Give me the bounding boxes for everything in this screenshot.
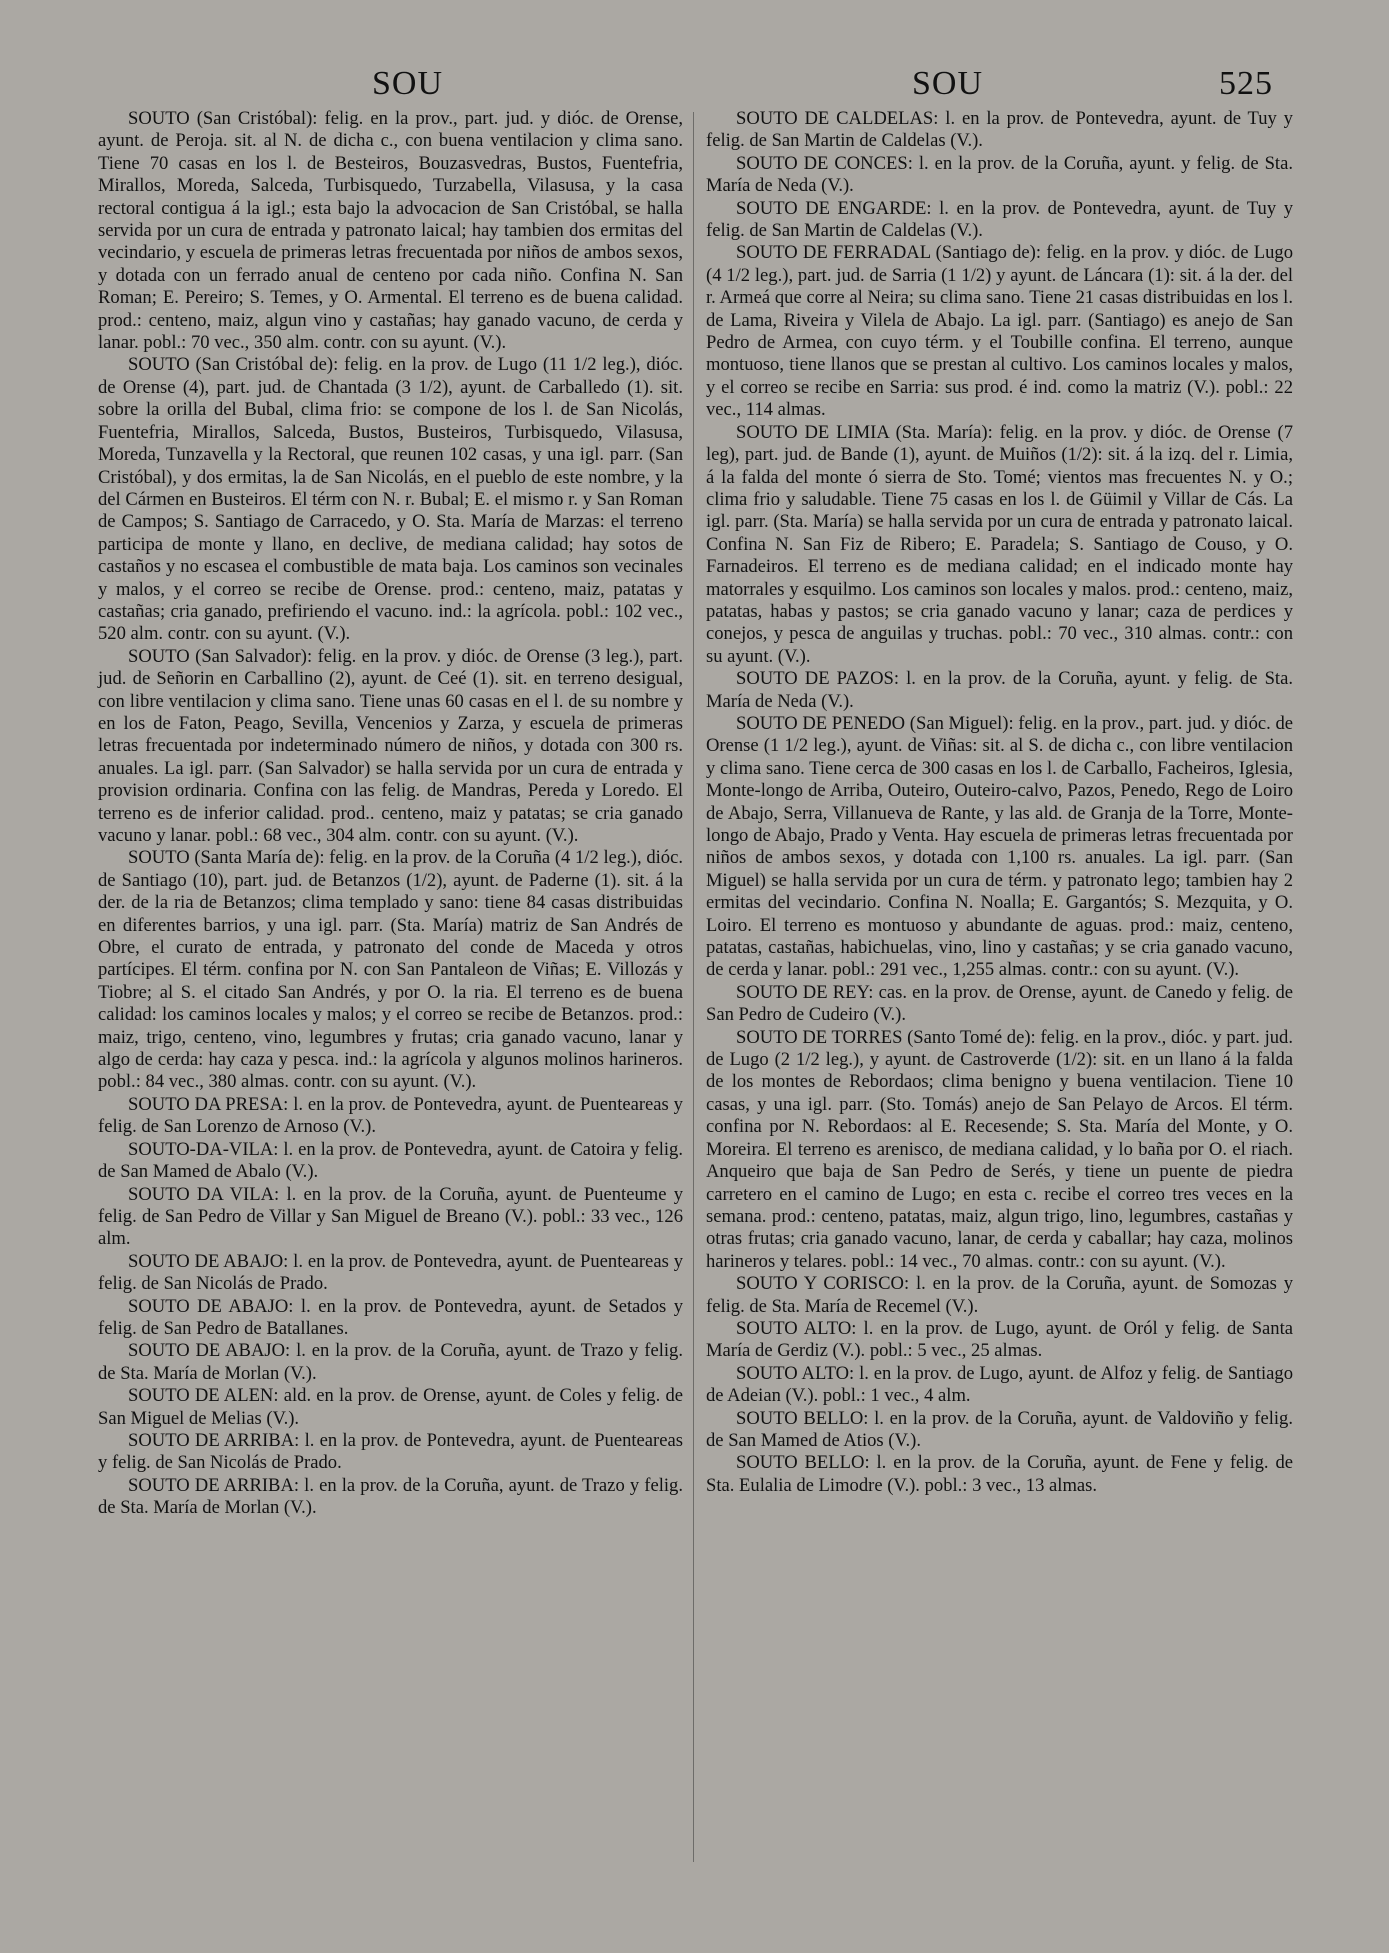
entry <box>98 646 683 848</box>
entry-text: : l. en la prov. de la Coruña, ayunt. de Fene y felig. de Sta. Eulalia de Limodre (V.). pobl.: 3 vec., 13 almas. <box>706 1452 1293 1496</box>
entry-text: : felig. en la prov., part. jud. y dióc. de Orense (1 1/2 leg.), ayunt. de Viñas: sit. al S. de dicha c., con libre ventilacion y clima sano. Tiene cerca de 300 casas en los l. de Carballo, Facheiros, Iglesia, Monte-longo de Arriba, Outeiro, Outeiro-calvo, Pazos, Penedo, Rego de Loiro de Abajo, Serra, Villanueva de Rante, y las ald. de Granja de la Torre, Monte-longo de Abajo, Prado y Venta. Hay escuela de primeras letras frecuentada por niños de ambos sexos, y dotada con 1,100 rs. anuales. La igl. parr. (San Miguel) se halla servida por un cura de térm. y patronato lego; tambien hay 2 ermitas del vecindario. Confina N. Noalla; E. Gargantós; S. Mezquita, y O. Loiro. El terreno es montuoso y abundante de aguas. prod.: maiz, centeno, patatas, castañas, habichuelas, vino, lino y castañas; y se cria ganado vacuno, de cerda y lanar. pobl.: 291 vec., 1,255 almas. contr.: con su ayunt. (V.). <box>706 712 1293 981</box>
entry <box>98 108 683 354</box>
page-header <box>0 62 1389 106</box>
entry-text: : l. en la prov. de la Coruña, ayunt. de Trazo y felig. de Sta. María de Morlan (V.). <box>98 1340 684 1384</box>
entry-text: : l. en la prov. de Pontevedra, ayunt. de Setados y felig. de San Pedro de Batallanes. <box>98 1295 683 1339</box>
entry <box>706 1363 1293 1408</box>
entry-text: : l. en la prov. de la Coruña, ayunt. de Valdoviño y felig. de San Mamed de Atios (V.). <box>706 1407 1294 1451</box>
entry-headword: SOUTO (San Salvador) <box>128 645 307 667</box>
entry <box>706 1452 1293 1497</box>
entry-headword: SOUTO-DA-VILA <box>128 1138 274 1160</box>
entry-headword: SOUTO DE ABAJO <box>128 1295 289 1317</box>
entry-text: : l. en la prov. de la Coruña, ayunt. y felig. de Sta. María de Neda (V.). <box>706 668 1293 712</box>
entry-text: : l. en la prov. de la Coruña, ayunt. y felig. de Sta. María de Neda (V.). <box>706 152 1293 197</box>
entry <box>98 1385 683 1430</box>
entry <box>706 422 1293 668</box>
entry-text: : l. en la prov. de Pontevedra, ayunt. de Puenteareas y felig. de San Lorenzo de Arnoso (V.). <box>98 1093 683 1138</box>
entry-headword: SOUTO Y CORISCO <box>736 1273 904 1295</box>
entry <box>706 1027 1293 1273</box>
running-head-right: SOU <box>912 65 984 102</box>
entry <box>98 1430 683 1475</box>
entry-headword: SOUTO DE FERRADAL (Santiago de) <box>736 242 1036 264</box>
entry-headword: SOUTO DE PENEDO (San Miguel) <box>736 712 1009 734</box>
entry-headword: SOUTO ALTO <box>736 1362 850 1384</box>
entry-text: : felig. en la prov. de Lugo (11 1/2 leg.), dióc. de Orense (4), part. jud. de Chantada (3 1/2), ayunt. de Carballedo (1). sit. sobre la orilla del Bubal, clima frio: se compone de los l. de San Nicolás, Fuentefria, Mirallos, Salceda, Bustos, Busteiros, Turbisquedo, Vilasusa, Moreda, Tunzavella y la Rectoral, que reunen 102 casas, y una igl. parr. (San Cristóbal), y dos ermitas, la de San Nicolás, en el pueblo de este nombre, y la del Cármen en Busteiros. El térm con N. r. Bubal; E. el mismo r. y San Roman de Campos; S. Santiago de Carracedo, y O. Sta. María de Marzas: el terreno participa de monte y llano, en declive, de mediana calidad; hay sotos de castaños y no escasea el combustible de mata baja. Los caminos son vecinales y malos, y el correo se recibe de Orense. prod.: centeno, maiz, patatas y castañas; cria ganado, prefiriendo el vacuno. ind.: la agrícola. pobl.: 102 vec., 520 alm. contr. con su ayunt. (V.). <box>98 354 683 645</box>
entry <box>98 1340 683 1385</box>
entry-text: : felig. en la prov., part. jud. y dióc. de Orense, ayunt. de Peroja. sit. al N. de dicha c., con buena ventilacion y clima sano. Tiene 70 casas en los l. de Besteiros, Bouzasvedras, Bustos, Fuentefria, Mirallos, Moreda, Salceda, Turbisquedo, Turzabella, Vilasusa, y la casa rectoral contigua á la igl.; esta bajo la advocacion de San Cristóbal, se halla servida por un cura de entrada y patronato laical; hay tambien dos ermitas del vecindario, y escuela de primeras letras frecuentada por niños de ambos sexos, y dotada con un ferrado anual de centeno por cada niño. Confina N. San Roman; E. Pereiro; S. Temes, y O. Armental. El terreno es de buena calidad. prod.: centeno, maiz, algun vino y castañas; hay ganado vacuno, de cerda y lanar. pobl.: 70 vec., 350 alm. contr. con su ayunt. (V.). <box>98 108 683 354</box>
entry-text: : cas. en la prov. de Orense, ayunt. de Canedo y felig. de San Pedro de Cudeiro (V.). <box>706 981 1293 1026</box>
entry <box>98 1094 683 1139</box>
entry-headword: SOUTO DE CALDELAS <box>736 108 934 129</box>
entry-text: : felig. en la prov. y dióc. de Orense (3 leg.), part. jud. de Señorin en Carballino (2), ayunt. de Ceé (1). sit. en terreno desigual, con libre ventilacion y clima sano. Tiene unas 60 casas en el l. de su nombre y en los de Faton, Peago, Sevilla, Vencenios y Zarza, y escuela de primeras letras frecuentada por indeterminado número de niños, y dotada con 300 rs. anuales. La igl. parr. (San Salvador) se halla servida por un cura de entrada y provision ordinaria. Confina con las felig. de Mandras, Pereda y Loredo. El terreno es de inferior calidad. prod.. centeno, maiz y patatas; se cria ganado vacuno y lanar. pobl.: 68 vec., 304 alm. contr. con su ayunt. (V.). <box>98 645 683 846</box>
entry-headword: SOUTO DE PAZOS <box>736 668 894 690</box>
entry <box>98 847 683 1093</box>
entry-text: : l. en la prov. de Lugo, ayunt. de Alfoz y felig. de Santiago de Adeian (V.). pobl.: 1 vec., 4 alm. <box>706 1362 1293 1407</box>
entry-headword: SOUTO DE ALEN <box>128 1385 274 1407</box>
entry-headword: SOUTO BELLO <box>736 1407 864 1429</box>
entry <box>706 713 1293 982</box>
entry <box>98 1475 683 1520</box>
entry-text: : felig. en la prov. y dióc. de Lugo (4 1/2 leg.), part. jud. de Sarria (1 1/2) y ayunt. de Láncara (1): sit. á la der. del r. Armeá que corre al Neira; su clima sano. Tiene 21 casas distribuidas en los l. de Lama, Riveira y Vilela de Abajo. La igl. parr. (Santiago) es anejo de San Pedro de Armea, con cuyo térm. y el Toubille confina. El terreno, aunque montuoso, tiene llanos que se prestan al cultivo. Los caminos locales y malos, y el correo se recibe en Sarria: sus prod. é ind. como la matriz (V.). pobl.: 22 vec., 114 almas. <box>706 242 1294 421</box>
entry-text: : felig. en la prov. de la Coruña (4 1/2 leg.), dióc. de Santiago (10), part. jud. de Betanzos (1/2), ayunt. de Paderne (1). sit. á la der. de la ria de Betanzos; clima templado y sano: tiene 84 casas distribuidas en diferentes barrios, y una igl. parr. (Sta. María) matriz de San Andrés de Obre, el curato de entrada, y patronato del conde de Maceda y otros partícipes. El térm. confina por N. con San Pantaleon de Viñas; E. Villozás y Tiobre; al S. el citado San Andrés, y por O. la ria. El terreno es de buena calidad: los caminos locales y malos; y el correo se recibe de Betanzos. prod.: maiz, trigo, centeno, vino, legumbres y frutas; cria ganado vacuno, lanar y algo de cerda: hay caza y pesca. ind.: la agrícola y algunos molinos harineros. pobl.: 84 vec., 380 almas. contr. con su ayunt. (V.). <box>98 847 683 1093</box>
entry <box>98 1139 683 1184</box>
entry-headword: SOUTO ALTO <box>736 1317 852 1339</box>
entry-headword: SOUTO DE ABAJO <box>128 1250 284 1272</box>
entry <box>706 242 1293 421</box>
entry <box>706 108 1293 153</box>
entry-headword: SOUTO DE REY <box>736 981 869 1003</box>
entry-text: : l. en la prov. de Pontevedra, ayunt. de Puenteareas y felig. de San Nicolás de Prado. <box>98 1429 683 1474</box>
entry-text: : l. en la prov. de la Coruña, ayunt. de Puenteume y felig. de San Pedro de Villar y San Miguel de Breano (V.). pobl.: 33 vec., 126 alm. <box>98 1183 683 1250</box>
entry <box>706 198 1293 243</box>
entry <box>98 354 683 645</box>
entry-headword: SOUTO (San Cristóbal de) <box>128 354 334 376</box>
running-head-left: SOU <box>372 65 444 102</box>
entry-headword: SOUTO DE LIMIA (Sta. María) <box>736 421 988 443</box>
entry-headword: SOUTO DE ABAJO <box>128 1340 286 1362</box>
entry-text: : l. en la prov. de Lugo, ayunt. de Oról y felig. de Santa María de Gerdiz (V.). pobl.: 5 vec., 25 almas. <box>706 1317 1294 1362</box>
entry <box>98 1296 683 1341</box>
entry <box>706 982 1293 1027</box>
entry <box>98 1251 683 1296</box>
entry <box>98 1184 683 1251</box>
entry <box>706 668 1293 713</box>
entry <box>706 1318 1293 1363</box>
entry-text: : l. en la prov. de Pontevedra, ayunt. de Catoira y felig. de San Mamed de Abalo (V.). <box>98 1138 683 1183</box>
entry-headword: SOUTO DE ARRIBA <box>128 1474 294 1496</box>
entry-text: : felig. en la prov. y dióc. de Orense (7 leg), part. jud. de Bande (1), ayunt. de Muiños (1/2): sit. á la izq. del r. Limia, á la falda del monte ó sierra de Sto. Tomé; vientos mas frecuentes N. y O.; clima frio y saludable. Tiene 75 casas en los l. de Güimil y Villar de Cás. La igl. parr. (Sta. María) se halla servida por un cura de entrada y patronato laical. Confina N. San Fiz de Ribero; E. Paradela; S. Santiago de Couso, y O. Farnadeiros. El terreno es de mediana calidad; en el indicado monte hay matorrales y esquilmo. Los caminos son locales y malos. prod.: centeno, maiz, patatas, habas y pastos; se cria ganado vacuno y lanar; caza de perdices y conejos, y pesca de anguilas y truchas. pobl.: 70 vec., 310 almas. contr.: con su ayunt. (V.). <box>706 421 1293 667</box>
entry <box>706 153 1293 198</box>
entry-text: : l. en la prov. de Pontevedra, ayunt. de Puenteareas y felig. de San Nicolás de Prado. <box>98 1250 683 1295</box>
page-number: 525 <box>1219 65 1273 102</box>
column-divider <box>693 112 694 1862</box>
entry-headword: SOUTO DE ARRIBA <box>128 1429 295 1451</box>
entry-headword: SOUTO DE TORRES (Santo Tomé de) <box>736 1026 1031 1048</box>
entry-headword: SOUTO BELLO <box>736 1452 865 1474</box>
entry-text: : l. en la prov. de Pontevedra, ayunt. de Tuy y felig. de San Martin de Caldelas (V.). <box>706 108 1293 152</box>
entry-text: : felig. en la prov., dióc. y part. jud. de Lugo (2 1/2 leg.), y ayunt. de Castroverde (1/2): sit. en un llano á la falda de los montes de Rebordaos; clima benigno y buena ventilacion. Tiene 10 casas, y una igl. parr. (Sto. Tomás) anejo de San Pelayo de Arcos. El térm. confina por N. Rebordaos: al E. Recesende; S. Sta. María del Monte, y O. Moreira. El terreno es arenisco, de mediana calidad, y lo baña por O. el riach. Anqueiro que baja de San Pedro de Serés, y tiene un puente de piedra carretero en el camino de Lugo; en esta c. recibe el correo tres veces en la semana. prod.: centeno, patatas, maiz, algun trigo, lino, legumbres, castañas y otras frutas; cria ganado vacuno, lanar, de cerda y caballar; hay caza, molinos harineros y telares. pobl.: 14 vec., 70 almas. contr.: con su ayunt. (V.). <box>706 1026 1294 1272</box>
entry <box>706 1273 1293 1318</box>
entry-headword: SOUTO DA VILA <box>128 1183 275 1205</box>
entry-headword: SOUTO DE CONCES <box>736 152 908 174</box>
entry-text: : l. en la prov. de la Coruña, ayunt. de Somozas y felig. de Sta. María de Recemel (V.). <box>706 1273 1294 1317</box>
entry-text: : l. en la prov. de la Coruña, ayunt. de Trazo y felig. de Sta. María de Morlan (V.). <box>98 1474 683 1519</box>
entry-text: : l. en la prov. de Pontevedra, ayunt. de Tuy y felig. de San Martin de Caldelas (V.). <box>706 197 1293 242</box>
left-column <box>98 108 683 1520</box>
entry <box>706 1408 1293 1453</box>
entry-headword: SOUTO DA PRESA <box>128 1093 284 1115</box>
entry-headword: SOUTO (San Cristóbal) <box>128 108 313 129</box>
entry-text: : ald. en la prov. de Orense, ayunt. de Coles y felig. de San Miguel de Melias (V.). <box>98 1385 683 1429</box>
entry-headword: SOUTO DE ENGARDE <box>736 197 927 219</box>
entry-headword: SOUTO (Santa María de) <box>128 847 320 869</box>
right-column <box>706 108 1293 1497</box>
